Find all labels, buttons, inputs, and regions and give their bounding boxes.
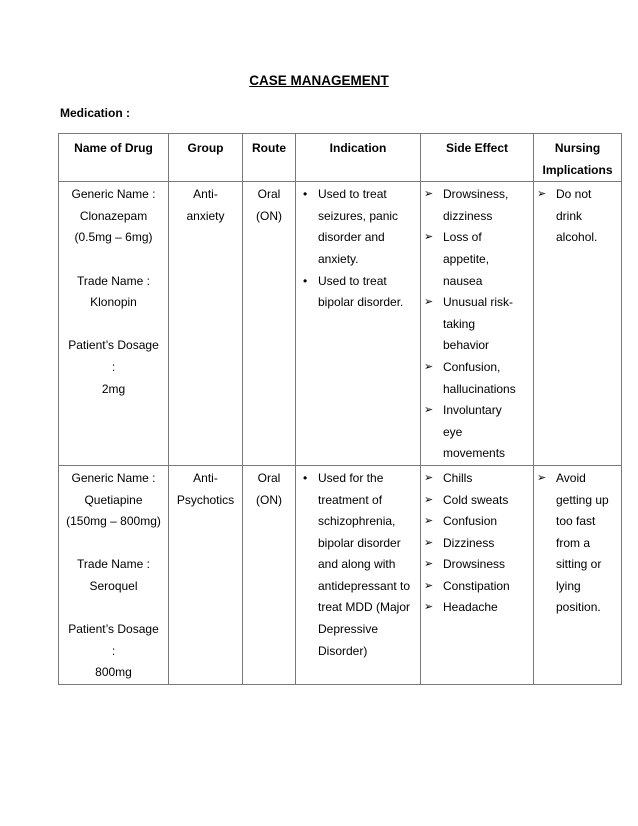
- page-title: CASE MANAGEMENT: [249, 73, 389, 88]
- nursing-item: [537, 184, 618, 249]
- side-effect-line: appetite,: [443, 251, 490, 266]
- side-effect-item: [424, 184, 530, 227]
- patient-dosage-label: Patient’s Dosage: [68, 338, 159, 353]
- side-effect-line: ➢ Confusion,: [443, 359, 501, 374]
- indication-line: bipolar disorder: [318, 535, 401, 550]
- indication-line: • Used to treat: [318, 187, 387, 202]
- side-effect-line: nausea: [443, 273, 483, 288]
- indication-line: • Used to treat: [318, 273, 387, 288]
- side-effect-item: [424, 490, 530, 512]
- nursing-list: [537, 468, 618, 619]
- patient-dosage-label: Patient’s Dosage: [68, 622, 159, 637]
- generic-name: Quetiapine: [84, 492, 143, 507]
- indication-cell: [296, 182, 421, 466]
- side-effect-line: behavior: [443, 338, 490, 353]
- header-nursing-line-2: Implications: [542, 162, 613, 177]
- nursing-line: getting up: [556, 492, 609, 507]
- route-cell: [243, 465, 296, 684]
- indication-line: bipolar disorder.: [318, 295, 404, 310]
- nursing-line: ➢ Do not: [556, 187, 592, 202]
- nursing-line: lying: [556, 578, 581, 593]
- patient-dosage: 2mg: [101, 381, 126, 396]
- side-effect-line: ➢ Headache: [443, 600, 498, 615]
- table-row: [59, 465, 622, 684]
- nursing-cell: [534, 465, 622, 684]
- route-line: (ON): [256, 492, 282, 507]
- drug-name-cell: [59, 465, 169, 684]
- side-effect-line: ➢ Loss of: [443, 230, 482, 245]
- side-effect-line: dizziness: [443, 208, 493, 223]
- side-effect-item: [424, 597, 530, 619]
- indication-line: anxiety.: [318, 251, 359, 266]
- nursing-line: sitting or: [556, 557, 602, 572]
- nursing-line: alcohol.: [556, 230, 598, 245]
- group-cell: [169, 465, 243, 684]
- side-effect-line: ➢ Drowsiness,: [443, 187, 509, 202]
- header-nursing-line-1: Nursing: [554, 141, 601, 155]
- dosage-range: (0.5mg – 6mg): [74, 230, 153, 245]
- dosage-range: (150mg – 800mg): [66, 514, 161, 529]
- indication-line: Disorder): [318, 643, 368, 658]
- nursing-line: from a: [556, 535, 591, 550]
- indication-line: antidepressant to: [318, 578, 411, 593]
- group-line: Anti-: [193, 470, 218, 485]
- side-effect-list: [424, 184, 530, 465]
- header-indication: Indication: [296, 134, 421, 182]
- side-effect-item: [424, 554, 530, 576]
- indication-cell: [296, 465, 421, 684]
- nursing-line: drink: [556, 208, 583, 223]
- indication-line: treat MDD (Major: [318, 600, 411, 615]
- header-nursing-implications: [534, 134, 622, 182]
- side-effect-item: [424, 533, 530, 555]
- indication-line: treatment of: [318, 492, 383, 507]
- patient-dosage-colon: :: [111, 359, 116, 374]
- side-effect-line: movements: [443, 446, 506, 461]
- trade-name: Klonopin: [90, 295, 137, 310]
- section-label-medication: Medication :: [60, 106, 131, 120]
- indication-line: Depressive: [318, 622, 379, 637]
- indication-item: [299, 184, 417, 270]
- indication-line: • Used for the: [318, 470, 384, 485]
- indication-list: [299, 468, 417, 662]
- generic-name-label: Generic Name :: [71, 187, 156, 202]
- trade-name: Seroquel: [89, 578, 138, 593]
- group-line: anxiety: [186, 208, 225, 223]
- trade-name-label: Trade Name :: [77, 557, 150, 572]
- trade-name-label: Trade Name :: [77, 273, 150, 288]
- route-line: (ON): [256, 208, 282, 223]
- side-effect-line: ➢ Dizziness: [443, 535, 495, 550]
- side-effect-item: [424, 400, 530, 465]
- nursing-cell: [534, 182, 622, 466]
- indication-line: disorder and: [318, 230, 385, 245]
- side-effect-line: ➢ Drowsiness: [443, 557, 506, 572]
- indication-line: seizures, panic: [318, 208, 399, 223]
- side-effect-line: ➢ Cold sweats: [443, 492, 509, 507]
- side-effect-item: [424, 357, 530, 400]
- nursing-line: position.: [556, 600, 601, 615]
- nursing-line: too fast: [556, 514, 596, 529]
- nursing-line: ➢ Avoid: [556, 470, 586, 485]
- side-effect-line: ➢ Involuntary: [443, 403, 502, 418]
- side-effect-item: [424, 468, 530, 490]
- side-effect-line: ➢ Chills: [443, 470, 473, 485]
- route-line: Oral: [257, 470, 281, 485]
- side-effect-line: ➢ Constipation: [443, 578, 510, 593]
- generic-name-label: Generic Name :: [71, 470, 156, 485]
- nursing-item: [537, 468, 618, 619]
- side-effect-item: [424, 511, 530, 533]
- group-cell: [169, 182, 243, 466]
- side-effect-line: eye: [443, 424, 463, 439]
- patient-dosage: 800mg: [95, 665, 132, 680]
- side-effect-line: taking: [443, 316, 476, 331]
- side-effect-cell: [421, 182, 534, 466]
- table-header-row: [59, 134, 622, 182]
- side-effect-line: hallucinations: [443, 381, 516, 396]
- header-route: Route: [243, 134, 296, 182]
- indication-item: [299, 468, 417, 662]
- indication-list: [299, 184, 417, 314]
- group-line: Psychotics: [176, 492, 235, 507]
- table-row: [59, 182, 622, 466]
- header-group: Group: [169, 134, 243, 182]
- medication-table: [58, 133, 622, 685]
- side-effect-item: [424, 576, 530, 598]
- generic-name: Clonazepam: [79, 208, 148, 223]
- side-effect-cell: [421, 465, 534, 684]
- indication-line: schizophrenia,: [318, 514, 396, 529]
- indication-item: [299, 271, 417, 314]
- group-line: Anti-: [193, 187, 218, 202]
- side-effect-item: [424, 292, 530, 357]
- side-effect-item: [424, 227, 530, 292]
- route-cell: [243, 182, 296, 466]
- side-effect-line: ➢ Confusion: [443, 514, 498, 529]
- header-side-effect: Side Effect: [421, 134, 534, 182]
- side-effect-line: ➢ Unusual risk-: [443, 295, 514, 310]
- route-line: Oral: [257, 187, 281, 202]
- nursing-list: [537, 184, 618, 249]
- side-effect-list: [424, 468, 530, 619]
- indication-line: and along with: [318, 557, 396, 572]
- header-name-of-drug: Name of Drug: [59, 134, 169, 182]
- drug-name-cell: [59, 182, 169, 466]
- patient-dosage-colon: :: [111, 643, 116, 658]
